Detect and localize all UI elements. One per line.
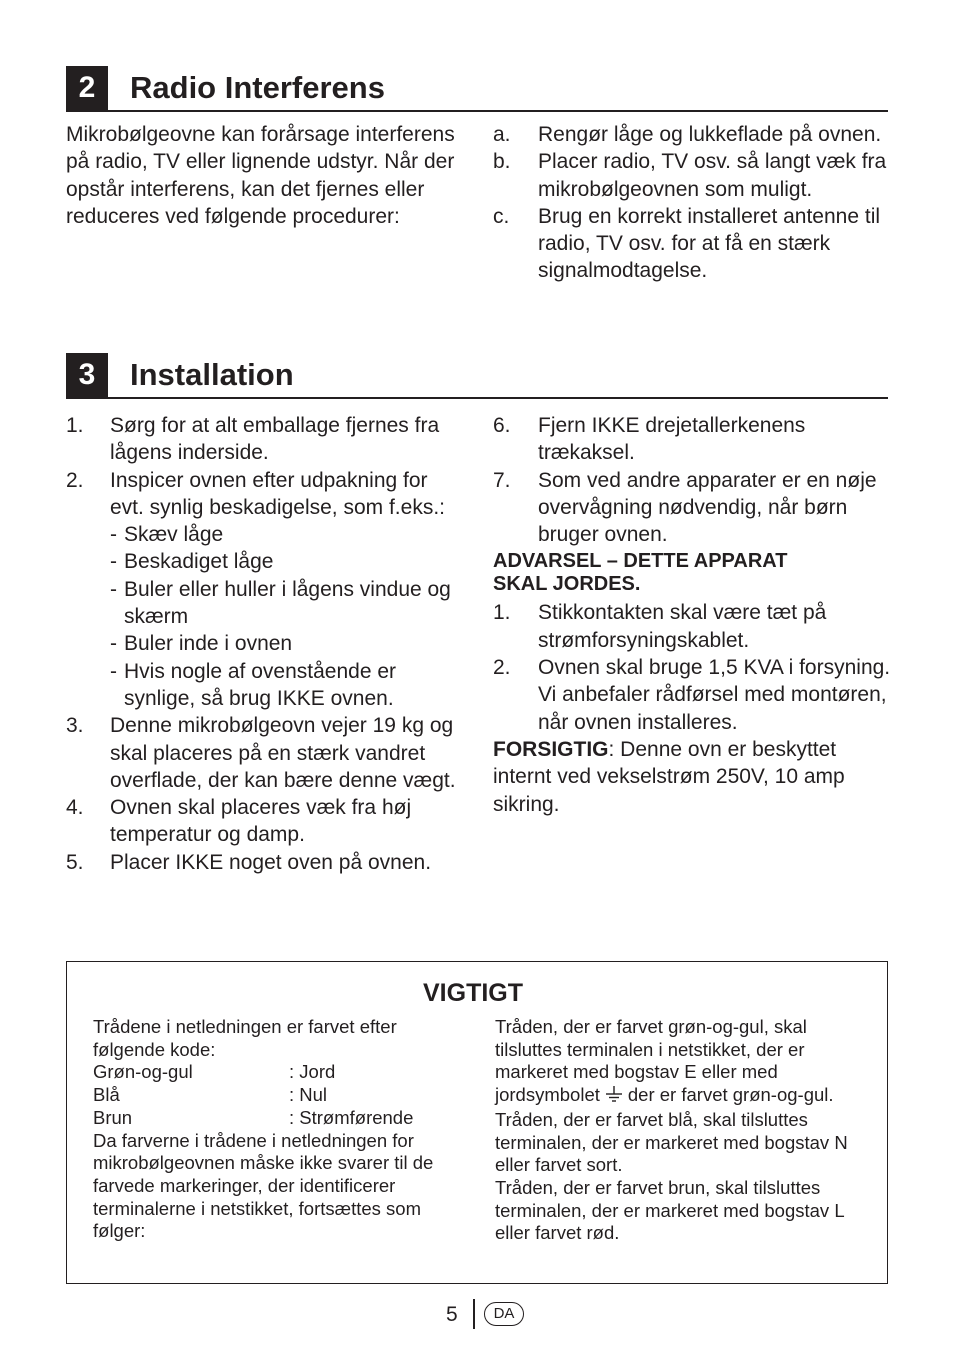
list-marker: 5.: [66, 850, 84, 874]
list-text: Stikkontakten skal være tæt på strømforsyningskablet.: [538, 601, 827, 652]
section-2-header: [66, 66, 888, 112]
list-text: Fjern IKKE drejetallerkenens trækaksel.: [538, 414, 806, 465]
list-text: Ovnen skal placeres væk fra høj temperatur og damp.: [110, 796, 412, 847]
caution-paragraph: [493, 736, 893, 818]
list-item: [66, 467, 466, 522]
list-marker: b.: [493, 150, 511, 174]
list-item: [493, 467, 893, 549]
sublist-item: - Skæv låge: [110, 523, 224, 547]
list-item: [66, 849, 466, 876]
wire-instruction-text: Tråden, der er farvet grøn-og-gul, skal tilsluttes terminalen i netstikket, der er markeret med bogstav E eller med jordsymbolet: [495, 1016, 807, 1106]
list-item: [493, 203, 888, 285]
list-marker: 1.: [66, 414, 84, 437]
section-3-right-column: [493, 412, 893, 818]
damage-sublist: [66, 521, 466, 712]
color-mismatch-paragraph: Da farverne i trådene i netledningen for mikrobølgeovnen måske ikke svarer til de farvede markeringer, der identificerer terminalerne i netstikket, fortsættes som følger:: [93, 1129, 434, 1242]
list-marker: 4.: [66, 796, 84, 820]
list-marker: 6.: [493, 414, 511, 437]
wire-instruction-text: der er farvet grøn-og-gul.: [627, 1084, 834, 1106]
sublist-text: Buler eller huller i lågens vindue og skærm: [124, 577, 451, 629]
list-item: [493, 654, 893, 736]
list-item: [66, 794, 466, 849]
caution-label: FORSIGTIG: [493, 737, 609, 761]
list-text: Placer IKKE noget oven på ovnen.: [110, 850, 432, 874]
list-marker: 7.: [493, 468, 511, 492]
wire-meaning: : Jord: [289, 1061, 336, 1083]
list-marker: 3.: [66, 714, 84, 738]
list-text: Brug en korrekt installeret antenne til radio, TV osv. for at få en stærk signalmodtagelse.: [538, 204, 881, 283]
footer-divider: [473, 1299, 475, 1329]
page-number: 5: [446, 1303, 458, 1326]
grounding-list: [493, 599, 893, 735]
color-code-row: [93, 1084, 453, 1107]
list-marker: c.: [493, 204, 510, 228]
important-notice-box: [66, 961, 888, 1284]
list-marker: a.: [493, 123, 511, 146]
list-text: Rengør låge og lukkeflade på ovnen.: [538, 123, 882, 146]
list-item: [493, 148, 888, 203]
list-marker: 2.: [493, 656, 511, 680]
sublist-item: - Buler eller huller i lågens vindue og skærm: [110, 577, 451, 629]
section-number: 3: [66, 353, 108, 397]
sublist-text: Buler inde i ovnen: [124, 632, 293, 656]
list-text: Som ved andre apparater er en nøje overvågning nødvendig, når børn bruger ovnen.: [538, 468, 877, 547]
list-item: [66, 712, 466, 794]
green-yellow-wire-paragraph: [495, 1016, 875, 1109]
warning-line: SKAL JORDES.: [493, 573, 641, 596]
important-right-column: [495, 1016, 875, 1245]
brown-wire-paragraph: Tråden, der er farvet brun, skal tilsluttes terminalen, der er markeret med bogstav L eller farvet rød.: [495, 1176, 844, 1244]
section-2-right-column: [493, 121, 888, 285]
language-badge: DA: [484, 1302, 524, 1326]
list-item: [493, 599, 893, 654]
blue-wire-paragraph: Tråden, der er farvet blå, skal tilsluttes terminalen, der er markeret med bogstav N eller farvet sort.: [495, 1108, 848, 1176]
caution-text: : Denne ovn er beskyttet internt ved vekselstrøm 250V, 10 amp sikring.: [493, 737, 845, 816]
sublist-text: Beskadiget låge: [124, 550, 274, 574]
important-title: VIGTIGT: [423, 979, 523, 1007]
section-number: 2: [66, 66, 108, 110]
installation-list: [66, 412, 466, 521]
sublist-text: Skæv låge: [124, 523, 224, 547]
list-text: Placer radio, TV osv. så langt væk fra mikrobølgeovnen som muligt.: [538, 150, 887, 201]
list-item: [66, 412, 466, 467]
color-code-intro: Trådene i netledningen er farvet efter følgende kode:: [93, 1016, 397, 1060]
list-marker: 2.: [66, 468, 84, 492]
wire-meaning: : Nul: [289, 1084, 328, 1106]
section-2-left-column: [66, 121, 466, 230]
sublist-item: - Buler inde i ovnen: [110, 632, 293, 656]
important-left-column: [93, 1016, 453, 1243]
wire-color: Brun: [93, 1106, 133, 1128]
sublist-text: Hvis nogle af ovenstående er synlige, så brug IKKE ovnen.: [124, 659, 397, 710]
list-text: Ovnen skal bruge 1,5 KVA i forsyning. Vi anbefaler rådførsel med montøren, når ovnen installeres.: [538, 656, 891, 734]
list-text: Sørg for at alt emballage fjernes fra lågens inderside.: [110, 414, 440, 465]
color-code-row: [93, 1107, 453, 1130]
section-3-header: [66, 353, 888, 399]
color-code-row: [93, 1061, 453, 1084]
list-item: [493, 121, 888, 148]
sublist-item: - Beskadiget låge: [110, 550, 274, 574]
list-text: Denne mikrobølgeovn vejer 19 kg og skal placeres på en stærk vandret overflade, der kan bære denne vægt.: [110, 714, 456, 792]
intro-paragraph: Mikrobølgeovne kan forårsage interferens på radio, TV eller lignende udstyr. Når der opstår interferens, kan det fjernes eller reduceres ved følgende procedurer:: [66, 123, 455, 228]
wire-color: Grøn-og-gul: [93, 1061, 193, 1083]
section-title: Installation: [130, 357, 294, 392]
warning-line: ADVARSEL – DETTE APPARAT: [493, 550, 788, 573]
list-marker: 1.: [493, 601, 511, 625]
grounding-warning: [493, 550, 893, 596]
sublist-item: - Hvis nogle af ovenstående er synlige, så brug IKKE ovnen.: [110, 659, 397, 710]
section-3-left-column: [66, 412, 466, 876]
earth-ground-icon: [604, 1085, 624, 1109]
wire-color: Blå: [93, 1084, 120, 1106]
installation-list-continued: [66, 712, 466, 876]
list-text: Inspicer ovnen efter udpakning for evt. synlig beskadigelse, som f.eks.:: [110, 468, 445, 519]
wire-meaning: : Strømførende: [289, 1106, 414, 1128]
section-title: Radio Interferens: [130, 70, 385, 105]
list-item: [493, 412, 893, 467]
procedure-list: [493, 121, 888, 285]
installation-list-right: [493, 412, 893, 548]
